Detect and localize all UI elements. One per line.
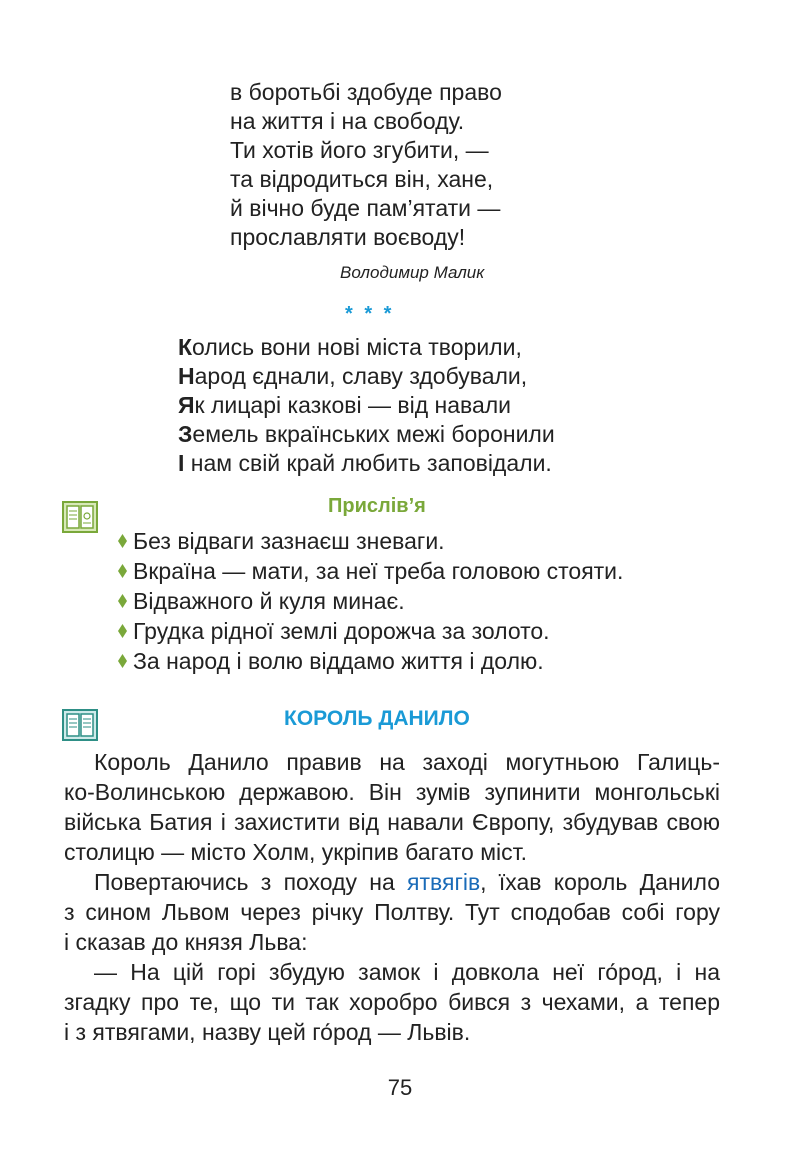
poem-line: Ти хотів його згубити, —	[230, 137, 489, 163]
story-text-fragment: , їхав король Данило	[480, 869, 720, 895]
story-line: Король Данило правив на заході могутньою Галиць-	[94, 749, 720, 775]
story-line: з сином Львом через річку Полтву. Тут сподобав собі гору	[64, 899, 720, 925]
poem-line: та відродиться він, хане,	[230, 166, 494, 192]
proverb-text: Відважного й куля минає.	[133, 588, 405, 614]
story-line: ко-Волинською державою. Він зумів зупинити монгольські	[64, 779, 720, 805]
proverb-text: Вкраїна — мати, за неї треба головою стояти.	[133, 558, 624, 584]
proverb-text: Без відваги зазнаєш зневаги.	[133, 528, 445, 554]
diamond-bullet-icon	[118, 624, 127, 638]
acrostic-line	[178, 391, 555, 420]
list-item	[118, 616, 623, 646]
book-icon	[62, 708, 98, 744]
acrostic-rest: нам свій край любить заповідали.	[184, 450, 552, 476]
proverb-text: Грудка рідної землі дорожча за золото.	[133, 618, 550, 644]
story-line	[64, 867, 720, 897]
story-line: — На цій горі збудую замок і довкола неї го́род, і на	[94, 959, 720, 985]
story-line: столицю — місто Холм, укріпив багато міст.	[64, 839, 528, 865]
list-item	[118, 556, 623, 586]
proverb-text: За народ і волю віддамо життя і долю.	[133, 648, 544, 674]
story-line: і з ятвягами, назву цей го́род — Львів.	[64, 1019, 471, 1045]
acrostic-poem	[178, 333, 555, 478]
section-separator: * * *	[345, 303, 395, 325]
acrostic-rest: арод єднали, славу здобували,	[194, 363, 528, 389]
poem-line: прославляти воєводу!	[230, 224, 466, 250]
proverbs-list	[118, 526, 623, 676]
story-line: і сказав до князя Льва:	[64, 929, 308, 955]
acrostic-line	[178, 420, 555, 449]
story-text-fragment: Повертаючись з походу на	[94, 869, 408, 895]
list-item	[118, 526, 623, 556]
acrostic-rest: олись вони нові міста творили,	[192, 334, 522, 360]
poem-line: в боротьбі здобуде право	[230, 79, 502, 105]
proverbs-title: Прислів’я	[328, 495, 426, 517]
diamond-bullet-icon	[118, 534, 127, 548]
story-title: КОРОЛЬ ДАНИЛО	[284, 707, 470, 730]
story-line: війська Батия і захистити від навали Європу, збудував свою	[64, 809, 720, 835]
acrostic-capital: Я	[178, 392, 195, 418]
acrostic-line	[178, 362, 555, 391]
poem-excerpt	[230, 78, 502, 252]
glossary-link[interactable]: ятвягів	[407, 869, 481, 895]
acrostic-rest: емель вкраїнських межі боронили	[192, 421, 555, 447]
book-icon	[62, 500, 98, 536]
story-line: згадку про те, що ти так хоробро бився з чехами, а тепер	[64, 989, 720, 1015]
acrostic-line	[178, 449, 555, 478]
poem-line: й вічно буде пам’ятати —	[230, 195, 501, 221]
acrostic-rest: к лицарі казкові — від навали	[194, 392, 512, 418]
acrostic-capital: К	[178, 334, 193, 360]
list-item	[118, 586, 623, 616]
story-text	[64, 747, 720, 1047]
page-number: 75	[387, 1075, 413, 1100]
acrostic-capital: З	[178, 421, 193, 447]
diamond-bullet-icon	[118, 594, 127, 608]
acrostic-capital: І	[178, 450, 185, 476]
poem-author: Володимир Малик	[340, 263, 485, 282]
list-item	[118, 646, 623, 676]
poem-line: на життя і на свободу.	[230, 108, 465, 134]
acrostic-capital: Н	[178, 363, 195, 389]
acrostic-line	[178, 333, 555, 362]
diamond-bullet-icon	[118, 654, 127, 668]
diamond-bullet-icon	[118, 564, 127, 578]
